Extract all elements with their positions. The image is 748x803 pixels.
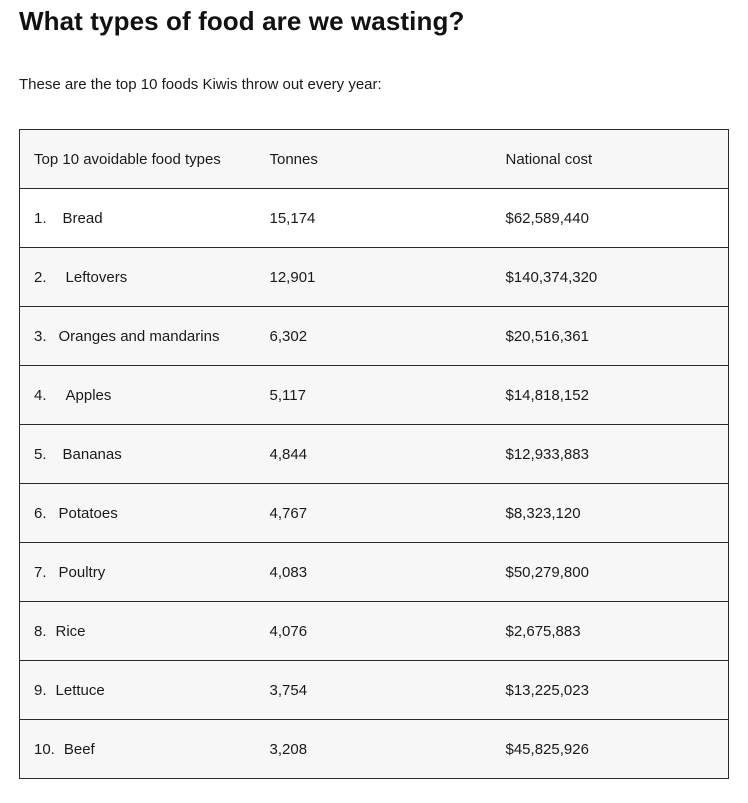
cost-cell: $14,818,152 (492, 366, 729, 425)
rank-number: 7. (34, 563, 47, 581)
header-national-cost: National cost (492, 130, 729, 189)
tonnes-cell: 4,076 (256, 602, 492, 661)
food-name: Lettuce (55, 681, 105, 699)
cost-cell: $8,323,120 (492, 484, 729, 543)
cost-cell: $12,933,883 (492, 425, 729, 484)
page-title: What types of food are we wasting? (19, 6, 465, 36)
table-row (20, 307, 729, 366)
cost-cell: $50,279,800 (492, 543, 729, 602)
rank-number: 5. (34, 445, 47, 463)
food-name: Leftovers (65, 268, 128, 286)
tonnes-cell: 3,208 (256, 720, 492, 779)
food-waste-table (19, 129, 729, 779)
rank-number: 9. (34, 681, 47, 699)
food-cell (20, 366, 256, 425)
table-header-row (20, 130, 729, 189)
table-row (20, 661, 729, 720)
tonnes-cell: 15,174 (256, 189, 492, 248)
food-name: Rice (55, 622, 86, 640)
cost-cell: $2,675,883 (492, 602, 729, 661)
rank-number: 3. (34, 327, 47, 345)
food-name: Potatoes (58, 504, 118, 522)
rank-number: 6. (34, 504, 47, 522)
cost-cell: $62,589,440 (492, 189, 729, 248)
food-cell (20, 425, 256, 484)
food-name: Bananas (62, 445, 122, 463)
table-row (20, 720, 729, 779)
header-food-types: Top 10 avoidable food types (20, 130, 256, 189)
tonnes-cell: 5,117 (256, 366, 492, 425)
food-name: Poultry (58, 563, 106, 581)
table-row (20, 425, 729, 484)
table-row (20, 602, 729, 661)
cost-cell: $20,516,361 (492, 307, 729, 366)
rank-number: 8. (34, 622, 47, 640)
rank-number: 4. (34, 386, 47, 404)
table-row (20, 484, 729, 543)
cost-cell: $140,374,320 (492, 248, 729, 307)
food-cell (20, 720, 256, 779)
tonnes-cell: 4,083 (256, 543, 492, 602)
intro-text: These are the top 10 foods Kiwis throw out every year: (19, 76, 382, 93)
food-cell (20, 661, 256, 720)
food-name: Apples (65, 386, 112, 404)
rank-number: 1. (34, 209, 47, 227)
header-tonnes: Tonnes (256, 130, 492, 189)
table-row (20, 366, 729, 425)
food-cell (20, 248, 256, 307)
food-cell (20, 543, 256, 602)
cost-cell: $13,225,023 (492, 661, 729, 720)
food-name: Beef (63, 740, 95, 758)
tonnes-cell: 6,302 (256, 307, 492, 366)
cost-cell: $45,825,926 (492, 720, 729, 779)
food-cell (20, 602, 256, 661)
table-row (20, 189, 729, 248)
table-row (20, 248, 729, 307)
rank-number: 10. (34, 740, 55, 758)
table-row (20, 543, 729, 602)
food-cell (20, 484, 256, 543)
tonnes-cell: 4,844 (256, 425, 492, 484)
food-cell (20, 189, 256, 248)
food-name: Oranges and mandarins (58, 327, 220, 345)
tonnes-cell: 3,754 (256, 661, 492, 720)
rank-number: 2. (34, 268, 47, 286)
tonnes-cell: 4,767 (256, 484, 492, 543)
food-cell (20, 307, 256, 366)
food-name: Bread (62, 209, 103, 227)
tonnes-cell: 12,901 (256, 248, 492, 307)
